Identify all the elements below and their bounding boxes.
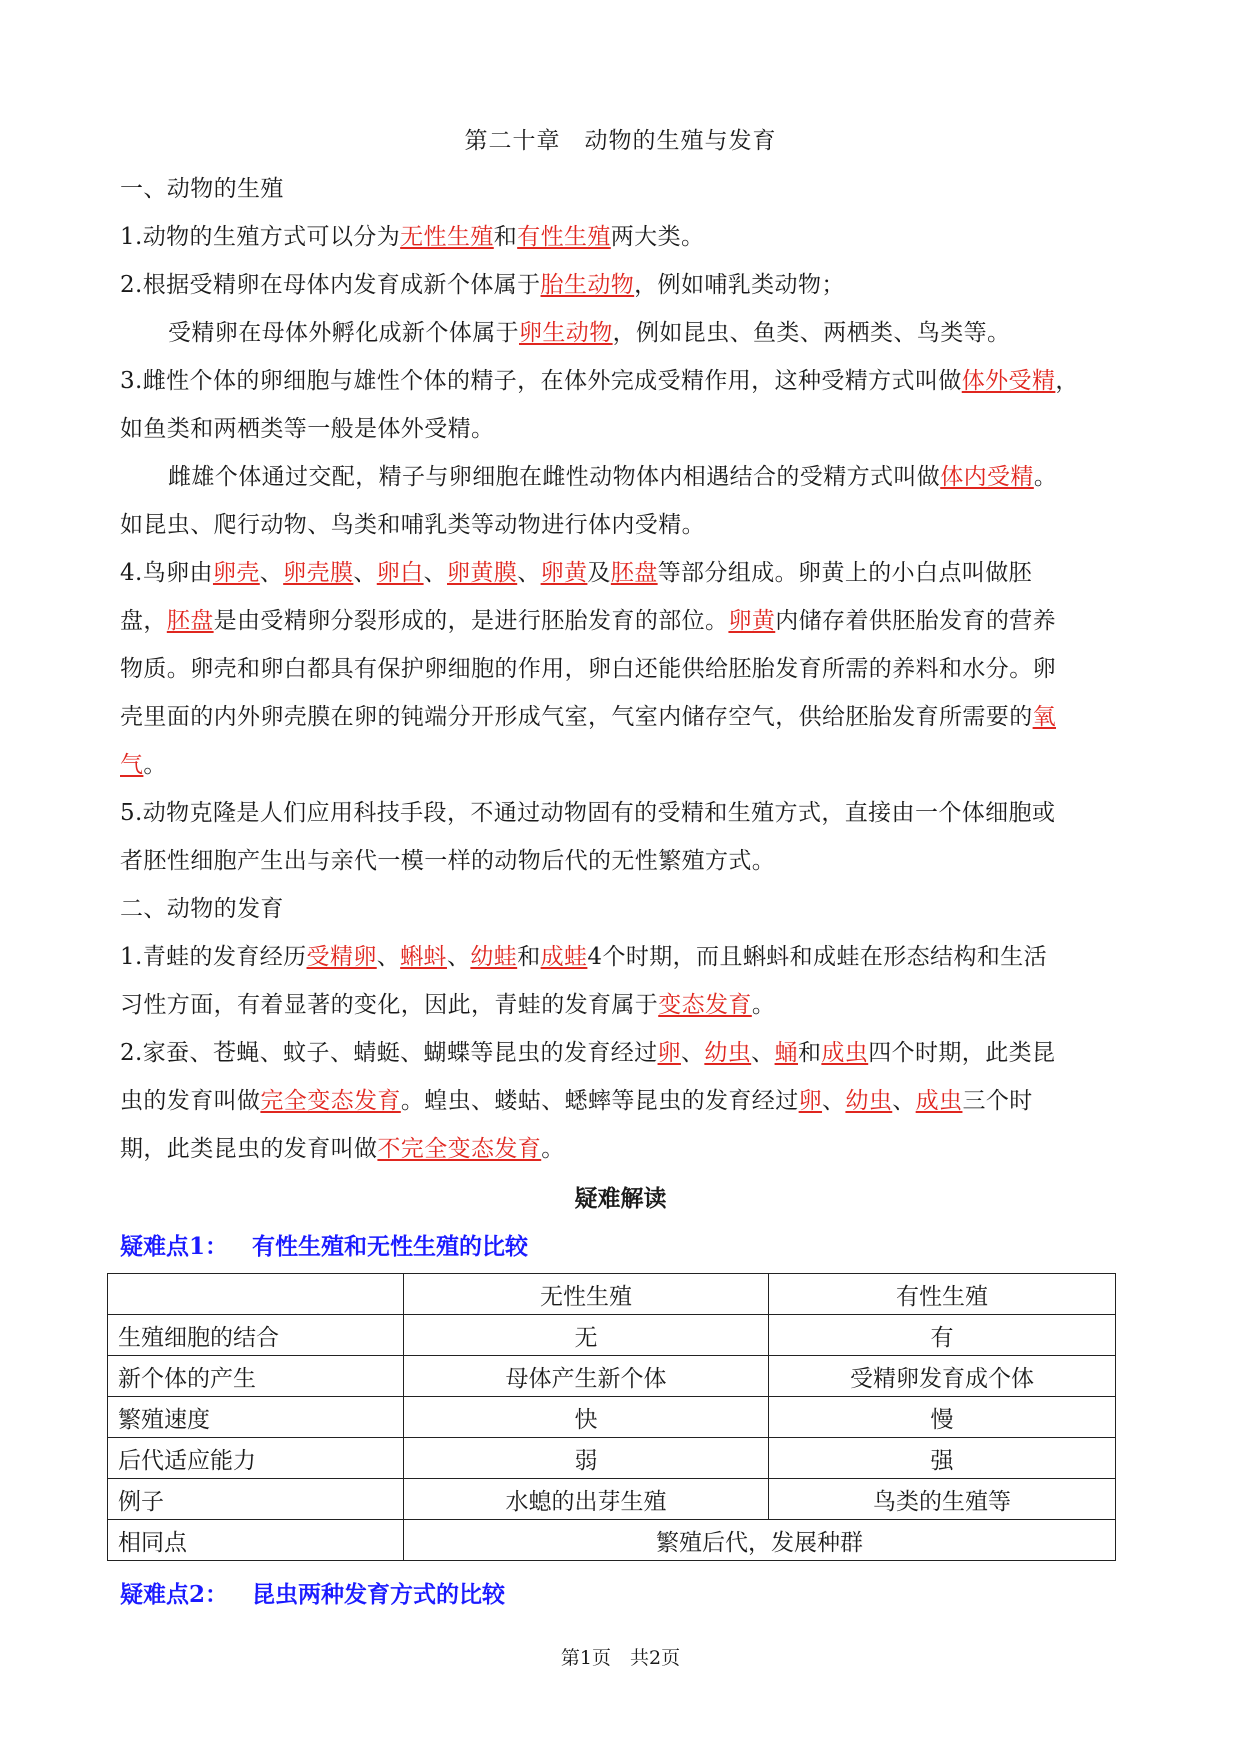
paragraph-3c: 雌雄个体通过交配，精子与卵细胞在雌性动物体内相遇结合的受精方式叫做体内受精。 [168,464,1058,490]
table-row [108,1438,1116,1479]
table-row-common [108,1520,1116,1561]
keyword-germinal-disc: 胚盘 [610,560,658,586]
keyword-adult-frog: 成蛙 [540,944,588,970]
section-heading-reproduction: 一、动物的生殖 [120,176,284,202]
table-cell: 繁殖速度 [108,1397,404,1438]
difficult-point-1-heading: 疑难点1： 有性生殖和无性生殖的比较 [120,1233,529,1260]
table-row [108,1397,1116,1438]
keyword-complete-metamorphosis: 完全变态发育 [260,1088,401,1114]
table-cell: 鸟类的生殖等 [769,1479,1116,1520]
table-row [108,1315,1116,1356]
keyword-oviparous: 卵生动物 [519,320,613,346]
table-row [108,1356,1116,1397]
paragraph-q2b: 虫的发育叫做完全变态发育。蝗虫、蝼蛄、蟋蟀等昆虫的发育经过卵、幼虫、成虫三个时 [120,1088,1033,1114]
keyword-asexual: 无性生殖 [400,224,494,250]
difficult-points-title: 疑难解读 [574,1185,667,1212]
keyword-young-frog: 幼蛙 [470,944,518,970]
keyword-sexual: 有性生殖 [517,224,611,250]
keyword-external-fertilization: 体外受精 [961,368,1056,394]
comparison-table [107,1273,1116,1561]
keyword-pupa: 蛹 [774,1040,798,1066]
table-cell: 后代适应能力 [108,1438,404,1479]
keyword-larva: 幼虫 [704,1040,752,1066]
keyword-yolk-membrane: 卵黄膜 [447,560,518,586]
table-cell: 无 [404,1315,769,1356]
table-cell-merged: 繁殖后代，发展种群 [404,1520,1116,1561]
table-cell: 母体产生新个体 [404,1356,769,1397]
paragraph-q2c: 期，此类昆虫的发育叫做不完全变态发育。 [120,1136,565,1162]
table-header-cell [108,1274,404,1315]
paragraph-1: 1.动物的生殖方式可以分为无性生殖和有性生殖两大类。 [120,224,705,250]
keyword-oxygen-part1: 氧 [1032,704,1057,730]
table-header-cell: 无性生殖 [404,1274,769,1315]
table-cell: 新个体的产生 [108,1356,404,1397]
table-cell: 水螅的出芽生殖 [404,1479,769,1520]
keyword-yolk-2: 卵黄 [728,608,776,634]
keyword-tadpole: 蝌蚪 [400,944,447,970]
page-footer: 第1页 共2页 [560,1647,681,1669]
paragraph-3b: 如鱼类和两栖类等一般是体外受精。 [120,416,495,442]
table-row [108,1479,1116,1520]
keyword-metamorphosis: 变态发育 [658,992,752,1018]
table-cell: 慢 [769,1397,1116,1438]
paragraph-3d: 如昆虫、爬行动物、鸟类和哺乳类等动物进行体内受精。 [120,512,705,538]
keyword-adult: 成虫 [821,1040,869,1066]
table-cell: 例子 [108,1479,404,1520]
paragraph-4b: 盘，胚盘是由受精卵分裂形成的，是进行胚胎发育的部位。卵黄内储存着供胚胎发育的营养 [120,608,1057,634]
paragraph-q1a: 1.青蛙的发育经历受精卵、蝌蚪、幼蛙和成蛙4个时期，而且蝌蚪和成蛙在形态结构和生活 [120,944,1048,970]
table-cell: 强 [769,1438,1116,1479]
keyword-yolk: 卵黄 [540,560,588,586]
table-cell: 相同点 [108,1520,404,1561]
keyword-fertilized-egg: 受精卵 [306,944,377,970]
paragraph-4d: 壳里面的内外卵壳膜在卵的钝端分开形成气室，气室内储存空气，供给胚胎发育所需要的氧 [120,704,1057,730]
keyword-germinal-disc-2: 胚盘 [166,608,214,634]
paragraph-q2a: 2.家蚕、苍蝇、蚊子、蜻蜓、蝴蝶等昆虫的发育经过卵、幼虫、蛹和成虫四个时期，此类昆 [120,1040,1056,1066]
chapter-title: 第二十章 动物的生殖与发育 [464,128,777,154]
paragraph-5a: 5.动物克隆是人们应用科技手段，不通过动物固有的受精和生殖方式，直接由一个体细胞或 [120,800,1056,826]
table-cell: 有 [769,1315,1116,1356]
keyword-egg: 卵 [657,1040,681,1066]
keyword-adult-2: 成虫 [915,1088,963,1114]
paragraph-5b: 者胚性细胞产生出与亲代一模一样的动物后代的无性繁殖方式。 [120,848,776,874]
difficult-point-2-heading: 疑难点2： 昆虫两种发育方式的比较 [120,1581,506,1608]
table-header-cell: 有性生殖 [769,1274,1116,1315]
keyword-incomplete-metamorphosis: 不完全变态发育 [377,1136,542,1162]
paragraph-q1b: 习性方面，有着显著的变化，因此，青蛙的发育属于变态发育。 [120,992,776,1018]
paragraph-4e: 气。 [120,752,167,778]
keyword-eggshell: 卵壳 [212,560,260,586]
keyword-larva-2: 幼虫 [845,1088,893,1114]
keyword-oxygen-part2: 气 [120,752,144,778]
keyword-albumen: 卵白 [376,560,424,586]
section-heading-development: 二、动物的发育 [120,896,284,922]
keyword-internal-fertilization: 体内受精 [940,464,1034,490]
paragraph-4c: 物质。卵壳和卵白都具有保护卵细胞的作用，卵白还能供给胚胎发育所需的养料和水分。卵 [120,656,1056,682]
paragraph-3a: 3.雌性个体的卵细胞与雄性个体的精子，在体外完成受精作用，这种受精方式叫做体外受精， [120,368,1079,394]
keyword-viviparous: 胎生动物 [540,272,635,298]
paragraph-2a: 2.根据受精卵在母体内发育成新个体属于胎生动物，例如哺乳类动物； [120,272,845,298]
paragraph-4a: 4.鸟卵由卵壳、卵壳膜、卵白、卵黄膜、卵黄及胚盘等部分组成。卵黄上的小白点叫做胚 [120,560,1033,586]
table-cell: 受精卵发育成个体 [769,1356,1116,1397]
keyword-egg-2: 卵 [798,1088,823,1114]
table-header-row [108,1274,1116,1315]
table-cell: 生殖细胞的结合 [108,1315,404,1356]
table-cell: 弱 [404,1438,769,1479]
keyword-shell-membrane: 卵壳膜 [283,560,354,586]
table-cell: 快 [404,1397,769,1438]
paragraph-2b: 受精卵在母体外孵化成新个体属于卵生动物，例如昆虫、鱼类、两栖类、鸟类等。 [168,320,1011,346]
